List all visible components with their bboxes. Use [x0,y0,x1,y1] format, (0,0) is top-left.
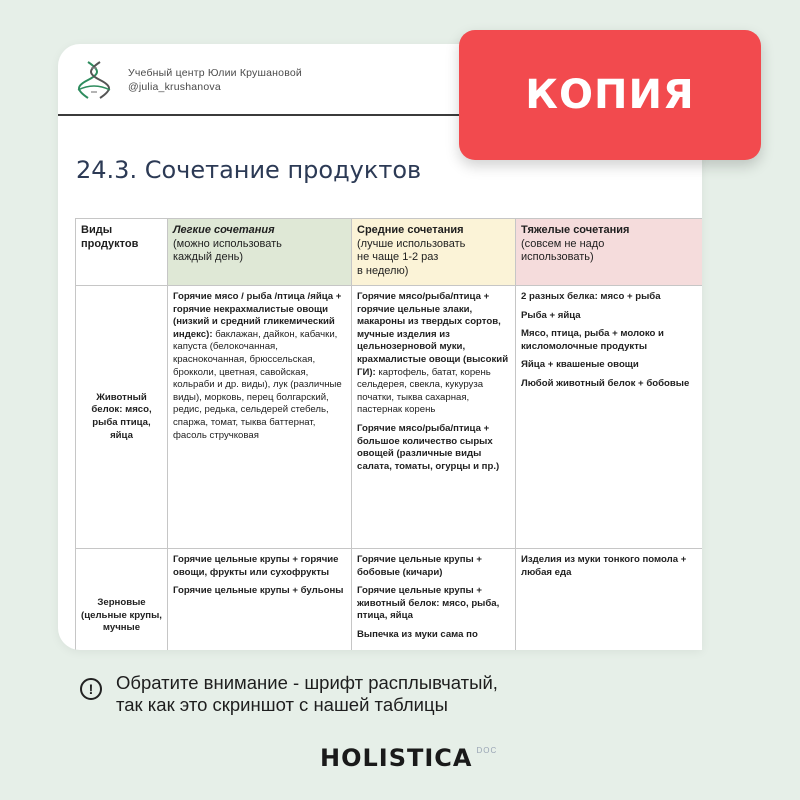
header-cell-types [76,219,168,286]
cell-paragraph [357,554,510,579]
table-header-row [76,219,703,286]
cell-paragraph [173,554,346,579]
table-row-animal-protein [76,286,703,549]
cell-bold-text: Горячие цельные крупы + горячие овощи, фрукты или сухофрукты [173,554,339,578]
notice-line: так как это скриншот с нашей таблицы [116,694,448,715]
cell-paragraph [357,423,510,473]
header-text: (можно использовать [173,237,282,250]
footer-brand-sup: DOC [476,746,498,755]
copy-badge-label: КОПИЯ [525,72,695,118]
copy-badge [459,30,761,160]
footer-brand: HOLISTICA [320,744,473,772]
header-cell-light [168,219,352,286]
brand-name: Учебный центр Юлии Крушановой [128,67,302,79]
dna-helix-icon [74,60,114,100]
notice [80,672,498,716]
cell-bold-text: Мясо, птица, рыба + молоко и кисломолочные продукты [521,328,664,352]
cell-bold-text: Яйца + квашеные овощи [521,359,639,371]
cell-text: картофель, батат, корень сельдерея, свекла, кукуруза початки, тыква сахарная, пастернак корень [357,366,491,416]
cell-light [168,549,352,651]
cell-bold-text: Выпечка из муки сама по [357,628,478,640]
notice-line: Обратите внимание - шрифт расплывчатый, [116,672,498,693]
cell-text: баклажан, дайкон, кабачки, капуста (белокочанная, краснокочанная, брюссельская, брокколи, цветная, савойская, кольраби и др. виды), лук (различные виды), морковь, перец болгарский, редис, редька, сельдерей стебель, спаржа, томат, тыква баттернат, фасоль стручковая [173,328,342,441]
header-cell-medium [352,219,516,286]
cell-paragraph [521,328,700,353]
cell-paragraph [173,585,346,598]
cell-bold-text: Изделия из муки тонкого помола + любая еда [521,554,687,578]
cell-bold-text: Горячие цельные крупы + бобовые (кичари) [357,554,482,578]
cell-bold-text: Горячие мясо/рыба/птица + горячие цельные злаки, макароны из твердых сортов, мучные изделия из цельнозерновой муки, крахмалистые овощи (высокий ГИ): [357,291,509,378]
header-text: Легкие сочетания [173,224,275,236]
cell-bold-text: Горячие цельные крупы + животный белок: мясо, рыба, птица, яйца [357,585,500,622]
header-text: (лучше использовать [357,237,466,250]
cell-paragraph [357,585,510,623]
cell-medium [352,549,516,651]
exclamation-circle-icon: ! [80,678,102,700]
header-cell-heavy [516,219,703,286]
cell-paragraph [521,359,700,372]
header-text: каждый день) [173,251,244,263]
header-text: использовать) [521,251,594,263]
brand-text [128,66,302,94]
page-title: 24.3. Сочетание продуктов [76,156,422,184]
cell-heavy [516,549,703,651]
row-label: Животный белок: мясо, рыба птица, яйца [76,286,168,549]
cell-paragraph [357,629,510,642]
header-text: (совсем не надо [521,237,605,250]
cell-bold-text: Горячие цельные крупы + бульоны [173,585,344,597]
brand-handle: @julia_krushanova [128,81,221,93]
cell-paragraph [357,291,510,417]
header-text: Тяжелые сочетания [521,224,630,236]
food-combination-table [75,218,702,650]
table-row-grains [76,549,703,651]
cell-bold-text: Горячие мясо / рыба /птица /яйца + горячие некрахмалистые овощи (низкий и средний гликемический индекс): [173,291,342,340]
cell-heavy [516,286,703,549]
cell-bold-text: Любой животный белок + бобовые [521,377,690,389]
notice-text [116,672,498,716]
cell-light [168,286,352,549]
header-text: продуктов [81,237,139,250]
header-text: не чаще 1-2 раз [357,251,439,263]
footer-logo [320,744,497,772]
header-text: в неделю) [357,264,409,277]
cell-bold-text: Рыба + яйца [521,309,581,321]
cell-paragraph [521,310,700,323]
row-label: Зерновые (цельные крупы, мучные [76,549,168,651]
cell-bold-text: Горячие мясо/рыба/птица + большое количество сырых овощей (различные виды салата, томаты, огурцы и пр.) [357,422,500,472]
header-text: Виды [81,224,113,236]
cell-bold-text: 2 разных белка: мясо + рыба [521,291,661,302]
header [74,60,302,100]
cell-medium [352,286,516,549]
cell-paragraph [521,378,700,391]
header-text: Средние сочетания [357,224,464,236]
cell-paragraph [521,291,700,304]
cell-paragraph [173,291,346,442]
cell-paragraph [521,554,700,579]
